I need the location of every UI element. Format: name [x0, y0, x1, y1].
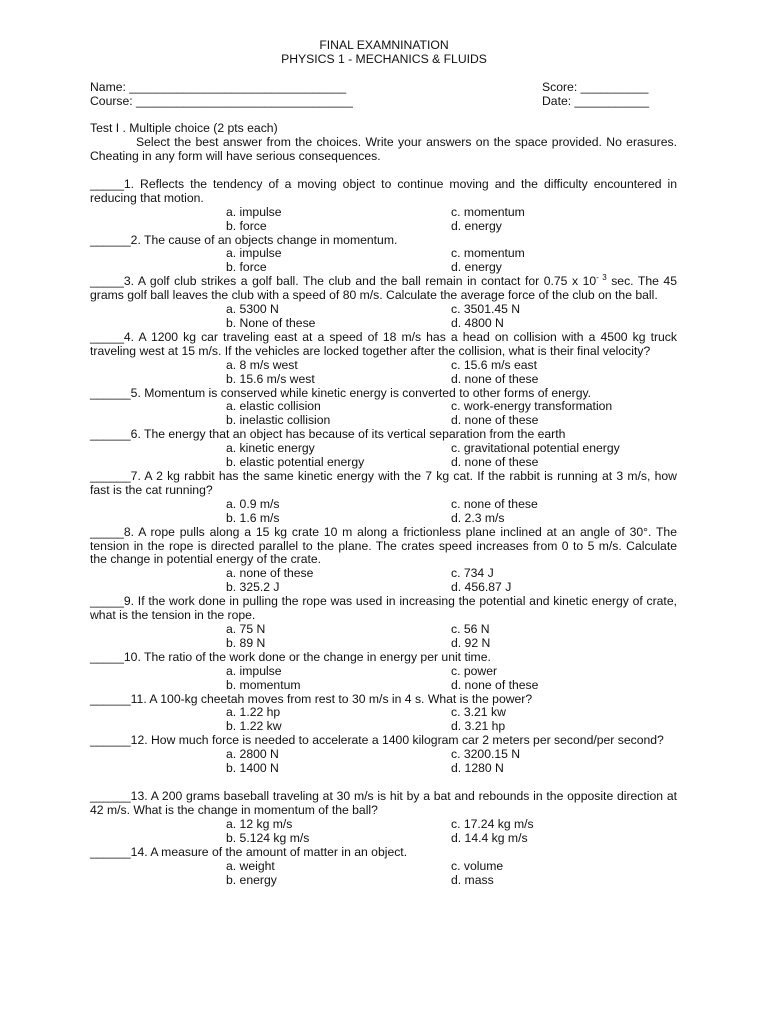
choice-b: b. inelastic collision: [226, 413, 331, 428]
choice-a: a. none of these: [226, 566, 314, 581]
test-heading: Test I . Multiple choice (2 pts each): [90, 121, 278, 135]
choice-d: d. 4800 N: [451, 315, 504, 330]
choice-b: b. 15.6 m/s west: [226, 371, 315, 386]
choice-b: b. momentum: [226, 677, 301, 692]
question-6: [90, 428, 677, 470]
choice-b: b. 1.6 m/s: [226, 510, 280, 525]
choice-d: d. energy: [451, 260, 502, 275]
choice-c: c. momentum: [451, 246, 525, 261]
choice-c: c. 17.24 kg m/s: [451, 816, 534, 831]
choice-d: d. 2.3 m/s: [451, 510, 505, 525]
course-field: Course: ________________________________: [90, 94, 353, 108]
choice-c: c. volume: [451, 858, 504, 873]
choice-c: c. 3501.45 N: [451, 301, 521, 316]
choice-a: a. 5300 N: [226, 301, 279, 316]
question-text: _____8. A rope pulls along a 15 kg crate 10 m along a frictionless plane inclined at an angle of 30°. The tension in the rope is directed parallel to the plane. The crates speed increases from 0 to 5 m/s. Calculate the change in potential energy of the crate.: [90, 524, 677, 567]
choice-c: c. momentum: [451, 204, 525, 219]
question-13: [90, 790, 677, 846]
choice-a: a. kinetic energy: [226, 441, 315, 456]
choice-b: b. force: [226, 260, 267, 275]
choice-a: a. elastic collision: [226, 399, 321, 414]
choice-a: a. 0.9 m/s: [226, 496, 280, 511]
choice-a: a. weight: [226, 858, 275, 873]
choice-c: c. work-energy transformation: [451, 399, 613, 414]
choice-a: a. 75 N: [226, 621, 266, 636]
choice-b: b. 89 N: [226, 635, 266, 650]
choice-d: d. 456.87 J: [451, 580, 512, 595]
exam-subtitle: PHYSICS 1 - MECHANICS & FLUIDS: [281, 51, 487, 66]
choice-d: d. 3.21 hp: [451, 719, 506, 734]
question-text: ______6. The energy that an object has because of its vertical separation from the earth: [90, 427, 566, 442]
question-2: [90, 234, 677, 276]
question-10: [90, 651, 677, 693]
choice-d: d. none of these: [451, 677, 539, 692]
exam-title: FINAL EXAMNINATION: [319, 38, 449, 52]
question-text: ______12. How much force is needed to accelerate a 1400 kilogram car 2 meters per second/per second?: [90, 733, 664, 748]
question-text: ______11. A 100-kg cheetah moves from rest to 30 m/s in 4 s. What is the power?: [90, 691, 533, 706]
question-4: [90, 331, 677, 387]
question-text: ______14. A measure of the amount of matter in an object.: [90, 844, 408, 859]
question-text: [90, 275, 677, 303]
choice-d: d. mass: [451, 872, 494, 887]
choice-b: b. 5.124 kg m/s: [226, 830, 310, 845]
choice-c: c. gravitational potential energy: [451, 441, 620, 456]
question-text: ______7. A 2 kg rabbit has the same kinetic energy with the 7 kg cat. If the rabbit is running at 3 m/s, how fast is the cat running?: [90, 469, 677, 497]
exponent: - 3: [596, 273, 607, 283]
choice-b: b. energy: [226, 872, 277, 887]
question-text: _____10. The ratio of the work done or the change in energy per unit time.: [90, 649, 491, 664]
choice-a: a. 2800 N: [226, 747, 279, 762]
question-12: [90, 734, 677, 776]
choice-a: a. impulse: [226, 663, 282, 678]
choice-c: c. none of these: [451, 496, 538, 511]
question-list: [90, 178, 677, 888]
question-9: [90, 595, 677, 651]
choice-c: c. 56 N: [451, 621, 490, 636]
choice-d: d. 92 N: [451, 635, 491, 650]
choice-a: a. 8 m/s west: [226, 357, 298, 372]
question-text: _____1. Reflects the tendency of a moving object to continue moving and the difficulty encountered in reducing that motion.: [90, 177, 677, 205]
question-text-part: _____3. A golf club strikes a golf ball. The club and the ball remain in contact for 0.75 x 10: [90, 274, 597, 289]
choice-c: c. 734 J: [451, 566, 494, 581]
choice-b: b. elastic potential energy: [226, 455, 365, 470]
choice-b: b. force: [226, 218, 267, 233]
choice-d: d. none of these: [451, 371, 539, 386]
choice-d: d. 1280 N: [451, 761, 504, 776]
question-7: [90, 470, 677, 526]
question-text: ______5. Momentum is conserved while kinetic energy is converted to other forms of energy.: [90, 385, 592, 400]
date-field: Date: ___________: [542, 94, 650, 108]
question-text: _____9. If the work done in pulling the rope was used in increasing the potential and kinetic energy of crate, what is the tension in the rope.: [90, 594, 677, 622]
choice-c: c. power: [451, 663, 498, 678]
choice-c: c. 3200.15 N: [451, 747, 521, 762]
question-14: [90, 846, 677, 888]
choice-b: b. None of these: [226, 315, 316, 330]
choice-d: d. none of these: [451, 413, 539, 428]
exam-header: [0, 39, 768, 67]
choice-b: b. 1.22 kw: [226, 719, 282, 734]
question-text: ______2. The cause of an objects change in momentum.: [90, 232, 398, 247]
choice-a: a. impulse: [226, 246, 282, 261]
question-text: _____4. A 1200 kg car traveling east at a speed of 18 m/s has a head on collision with a 4500 kg truck traveling west at 15 m/s. If the vehicles are locked together after the collision, what is their final velocity?: [90, 329, 677, 358]
question-text: ______13. A 200 grams baseball traveling at 30 m/s is hit by a bat and rebounds in the opposite direction at 42 m/s. What is the change in momentum of the ball?: [90, 789, 677, 817]
choice-a: a. 12 kg m/s: [226, 816, 293, 831]
question-5: [90, 387, 677, 429]
choice-d: d. none of these: [451, 455, 539, 470]
test-instructions: [90, 122, 677, 163]
choice-d: d. 14.4 kg m/s: [451, 830, 528, 845]
name-field: Name: ________________________________: [90, 80, 347, 94]
choice-b: b. 1400 N: [226, 761, 279, 776]
choice-c: c. 3.21 kw: [451, 705, 506, 720]
question-3: [90, 275, 677, 331]
choice-c: c. 15.6 m/s east: [451, 357, 538, 372]
choice-d: d. energy: [451, 218, 502, 233]
choice-a: a. 1.22 hp: [226, 705, 281, 720]
instructions-text: Select the best answer from the choices. Write your answers on the space provided. No erasures. Cheating in any form will have serious consequences.: [90, 134, 677, 163]
choice-b: b. 325.2 J: [226, 580, 280, 595]
student-info: [90, 81, 690, 109]
question-8: [90, 526, 677, 595]
score-field: Score: __________: [542, 80, 649, 94]
choice-a: a. impulse: [226, 204, 282, 219]
question-1: [90, 178, 677, 234]
question-text-part: sec. The 45 grams golf ball leaves the club with a speed of 80 m/s. Calculate the average force of the club on the ball.: [90, 274, 677, 303]
question-11: [90, 693, 677, 735]
